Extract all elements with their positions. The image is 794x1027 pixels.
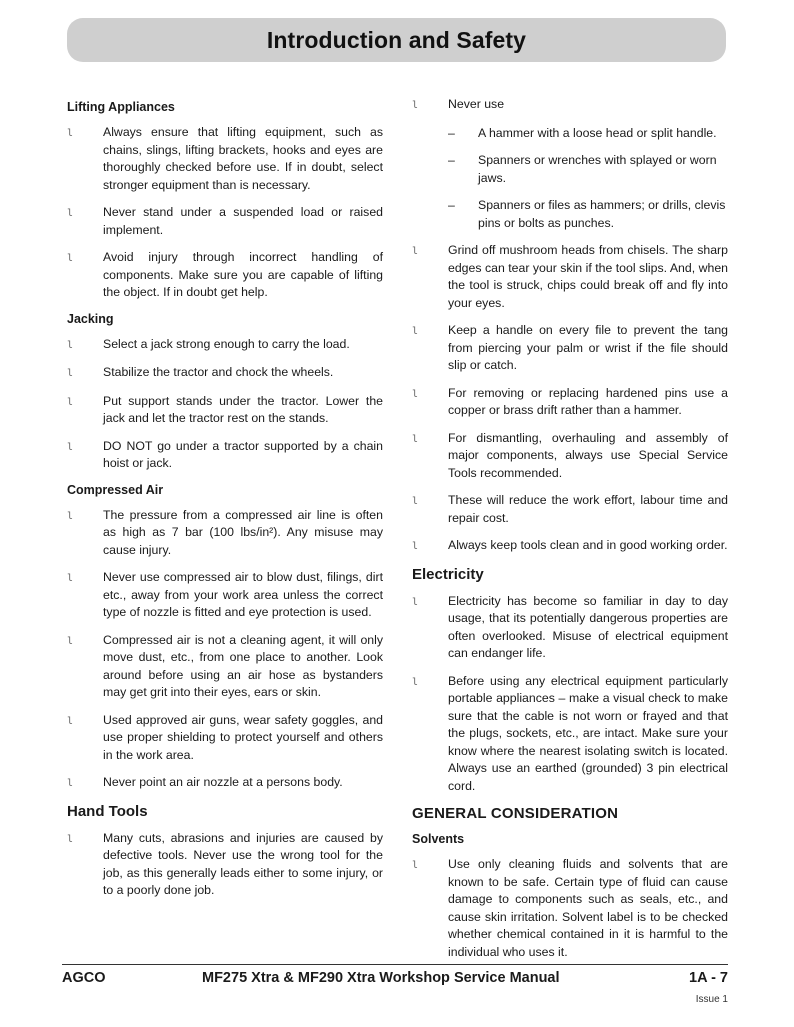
list-item: l Never point an air nozzle at a persons body. (67, 774, 383, 793)
heading-hand-tools: Hand Tools (67, 802, 148, 820)
heading-jacking: Jacking (67, 311, 114, 326)
bullet-icon: l (412, 246, 419, 257)
bullet-icon: l (67, 715, 74, 727)
list-item: l Never stand under a suspended load or raised implement. (67, 205, 383, 237)
sub-list-item: – A hammer with a loose head or split handle. (448, 125, 728, 143)
list-item: l Electricity has become so familiar in day to day usage, that its potentially dangerous properties are often overlooked. Misuse of electrical equipment can endanger life. (412, 593, 728, 660)
title-bar (67, 18, 726, 62)
left-column (67, 96, 383, 910)
bullet-icon: l (412, 676, 419, 688)
heading-electricity: Electricity (412, 565, 484, 583)
issue-label: Issue 1 (695, 994, 728, 1005)
right-column (412, 96, 728, 971)
bullet-icon: l (412, 496, 419, 507)
page-number: 1A - 7 (689, 970, 728, 986)
footer-brand: AGCO (62, 970, 106, 986)
list-item: l Put support stands under the tractor. Lower the jack and let the tractor rest on the stands. (67, 393, 383, 425)
dash-icon: – (448, 153, 455, 167)
bullet-icon: l (412, 860, 419, 871)
bullet-icon: l (67, 510, 74, 522)
bullet-icon: l (412, 388, 419, 400)
heading-compressed-air: Compressed Air (67, 482, 164, 497)
heading-solvents: Solvents (412, 832, 465, 846)
bullet-icon: l (412, 596, 419, 608)
list-item: l Never use compressed air to blow dust, filings, dirt etc., away from your work area unless the correct type of nozzle is fitted and eye protection is used. (67, 570, 383, 619)
footer-manual-title: MF275 Xtra & MF290 Xtra Workshop Service Manual (202, 970, 560, 986)
heading-general-consideration: GENERAL CONSIDERATION (412, 805, 619, 822)
list-item: l Use only cleaning fluids and solvents that are known to be safe. Certain type of fluid can cause damage to components such as seals, etc., and cause skin irritation. Solvent label is to be checked whether chemical contained in it is harmful to the individual who uses it. (412, 857, 728, 959)
list-item: l DO NOT go under a tractor supported by a chain hoist or jack. (67, 438, 383, 470)
bullet-icon: l (412, 326, 419, 337)
list-item: l Before using any electrical equipment particularly portable appliances – make a visual check to make sure that the cable is not worn or frayed and that the plugs, sockets, etc., are intact. Make sure your know where the nearest isolating switch is located. Always use an earthed (grounded) 3 pin electrical cord. (412, 673, 728, 793)
bullet-icon: l (67, 253, 74, 264)
list-item: l Always ensure that lifting equipment, such as chains, slings, lifting brackets, hooks and eyes are thoroughly checked before use. If in doubt, select stronger equipment than is necessary. (67, 125, 383, 192)
bullet-icon: l (67, 833, 74, 845)
sub-list-item: – Spanners or files as hammers; or drills, clevis pins or bolts as punches. (448, 198, 726, 230)
dash-icon: – (448, 198, 455, 212)
footer-divider (62, 964, 728, 965)
list-item: l Compressed air is not a cleaning agent, it will only move dust, etc., from one place to another. Look around before using an air hose as bystanders may get grit into their eyes, ears or skin. (67, 632, 383, 699)
bullet-icon: l (67, 635, 74, 647)
bullet-icon: l (67, 396, 74, 408)
list-item: l For removing or replacing hardened pins use a copper or brass drift rather than a hammer. (412, 385, 728, 417)
list-item: l These will reduce the work effort, labour time and repair cost. (412, 493, 728, 525)
bullet-icon: l (67, 441, 74, 453)
bullet-icon: l (67, 208, 74, 219)
list-item: l Always keep tools clean and in good working order. (412, 537, 728, 556)
list-item: l Keep a handle on every file to prevent the tang from piercing your palm or wrist if the file should slip or catch. (412, 323, 728, 372)
page-title: Introduction and Safety (266, 26, 527, 53)
bullet-icon: l (67, 368, 74, 379)
bullet-icon: l (412, 433, 419, 445)
list-item: l Select a jack strong enough to carry the load. (67, 336, 383, 355)
bullet-icon: l (67, 128, 74, 139)
sub-list-item: – Spanners or wrenches with splayed or worn jaws. (448, 153, 717, 185)
list-item: l The pressure from a compressed air line is often as high as 7 bar (100 lbs/in²). Any misuse may cause injury. (67, 507, 383, 557)
bullet-icon: l (412, 541, 419, 552)
list-item: l Stabilize the tractor and chock the wheels. (67, 364, 383, 383)
dash-icon: – (448, 125, 455, 140)
footer (62, 970, 728, 990)
bullet-icon: l (412, 100, 419, 111)
list-item: l Many cuts, abrasions and injuries are caused by defective tools. Never use the wrong tool for the job, as this generally leads either to some injury, or to a poorly done job. (67, 830, 383, 897)
list-item: l Grind off mushroom heads from chisels. The sharp edges can tear your skin if the tool slips. And, when the tool is struck, chips could break off and fly into your eyes. (412, 243, 728, 310)
bullet-icon: l (67, 339, 74, 351)
heading-lifting-appliances: Lifting Appliances (67, 100, 175, 114)
list-item: l For dismantling, overhauling and assembly of major components, always use Special Service Tools recommended. (412, 430, 728, 480)
bullet-icon: l (67, 778, 74, 789)
list-item: l Avoid injury through incorrect handling of components. Make sure you are capable of lifting the object. If in doubt get help. (67, 250, 383, 299)
bullet-icon: l (67, 573, 74, 584)
list-item: l Never use (412, 96, 728, 115)
list-item: l Used approved air guns, wear safety goggles, and use proper shielding to protect yourself and others in the work area. (67, 712, 383, 762)
